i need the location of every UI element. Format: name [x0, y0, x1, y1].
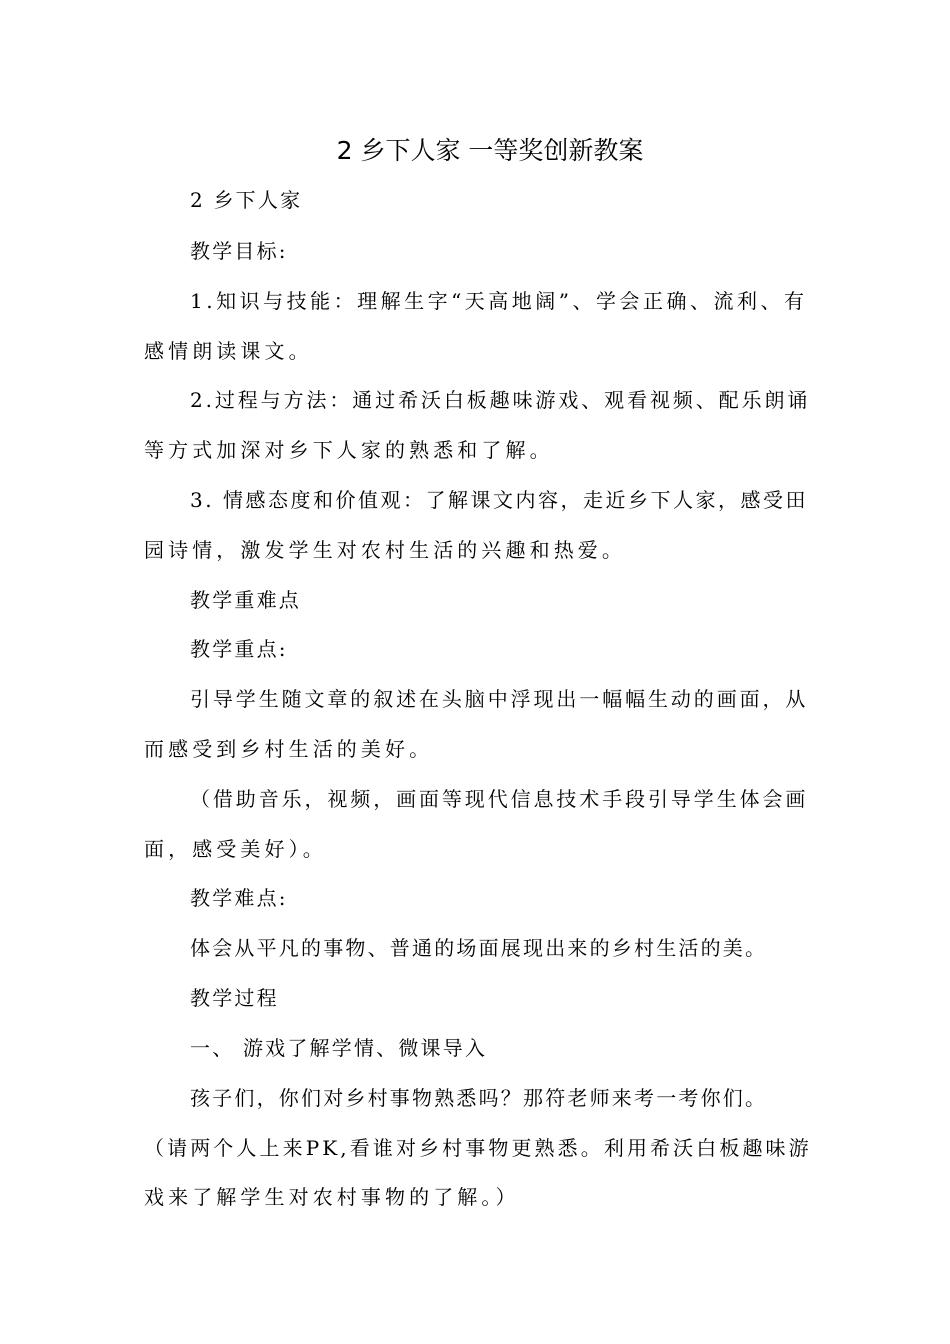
paragraph-line: 孩子们，你们对乡村事物熟悉吗？那符老师来考一考你们。	[190, 1086, 768, 1110]
paragraph-line: 3. 情感态度和价值观：了解课文内容，走近乡下人家，感受田	[190, 488, 808, 512]
paragraph-line: 感情朗读课文。	[144, 339, 313, 363]
paragraph-line: （借助音乐，视频，画面等现代信息技术手段引导学生体会画	[190, 787, 809, 811]
paragraph-line: 而感受到乡村生活的美好。	[144, 737, 434, 761]
paragraph-line: 引导学生随文章的叙述在头脑中浮现出一幅幅生动的画面，从	[190, 687, 809, 711]
section-heading-objectives: 教学目标:	[190, 239, 288, 263]
section-heading-difficulty: 教学难点:	[190, 886, 288, 910]
paragraph-line: 戏来了解学生对农村事物的了解。）	[144, 1185, 520, 1209]
paragraph-line: 等方式加深对乡下人家的熟悉和了解。	[144, 438, 554, 462]
document-title: 2 乡下人家 一等奖创新教案	[336, 136, 644, 165]
paragraph-line: 体会从平凡的事物、普通的场面展现出来的乡村生活的美。	[190, 936, 768, 960]
paragraph-line: （请两个人上来PK,看谁对乡村事物更熟悉。利用希沃白板趣味游	[144, 1136, 812, 1160]
paragraph-line: 1.知识与技能：理解生字“天高地阔”、学会正确、流利、有	[190, 289, 808, 313]
paragraph-line: 2.过程与方法：通过希沃白板趣味游戏、观看视频、配乐朗诵	[190, 388, 811, 412]
step-heading: 一、 游戏了解学情、微课导入	[190, 1036, 488, 1060]
subtitle: 2 乡下人家	[190, 188, 303, 212]
paragraph-line: 面，感受美好）。	[144, 837, 327, 861]
section-heading-process: 教学过程	[190, 986, 279, 1010]
section-heading-focus: 教学重点:	[190, 637, 288, 661]
paragraph-line: 园诗情，激发学生对农村生活的兴趣和热爱。	[144, 538, 626, 562]
section-heading-key-points: 教学重难点	[190, 588, 301, 612]
